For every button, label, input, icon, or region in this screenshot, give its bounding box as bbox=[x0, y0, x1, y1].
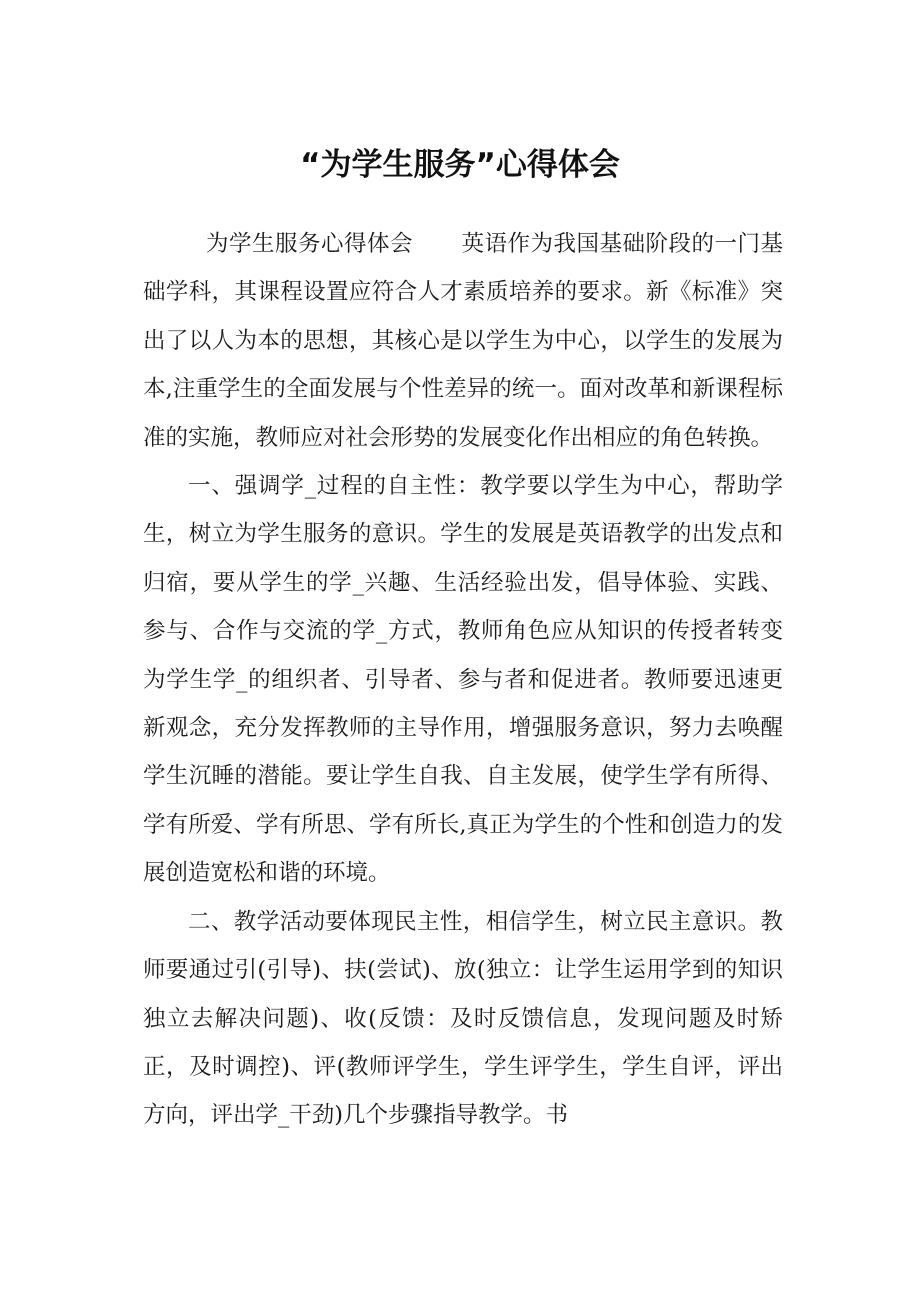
paragraph-section-2: 二、教学活动要体现民主性，相信学生，树立民主意识。教师要通过引(引导)、扶(尝试)、放(独立：让学生运用学到的知识独立去解决问题)、收(反馈：及时反馈信息，发现问题及时矫正，及时调控)、评(教师评学生，学生评学生，学生自评，评出方向，评出学_干劲)几个步骤指导教学。书 bbox=[143, 908, 783, 1129]
document-title: “为学生服务”心得体会 bbox=[300, 147, 620, 183]
intro-heading: 为学生服务心得体会 bbox=[206, 231, 413, 257]
document-body bbox=[143, 220, 783, 1140]
paragraph-intro bbox=[143, 220, 783, 462]
paragraph-text: 英语作为我国基础阶段的一门基础学科，其课程设置应符合人才素质培养的要求。新《标准》突出了以人为本的思想，其核心是以学生为中心，以学生的发展为本,注重学生的全面发展与个性差异的统一。面对改革和新课程标准的实施，教师应对社会形势的发展变化作出相应的角色转换。 bbox=[143, 231, 783, 451]
paragraph-section-1: 一、强调学_过程的自主性：教学要以学生为中心，帮助学生，树立为学生服务的意识。学生的发展是英语教学的出发点和归宿，要从学生的学_兴趣、生活经验出发，倡导体验、实践、参与、合作与交流的学_方式，教师角色应从知识的传授者转变为学生学_的组织者、引导者、参与者和促进者。教师要迅速更新观念，充分发挥教师的主导作用，增强服务意识，努力去唤醒学生沉睡的潜能。要让学生自我、自主发展，使学生学有所得、学有所爱、学有所思、学有所长,真正为学生的个性和创造力的发展创造宽松和谐的环境。 bbox=[143, 473, 783, 887]
